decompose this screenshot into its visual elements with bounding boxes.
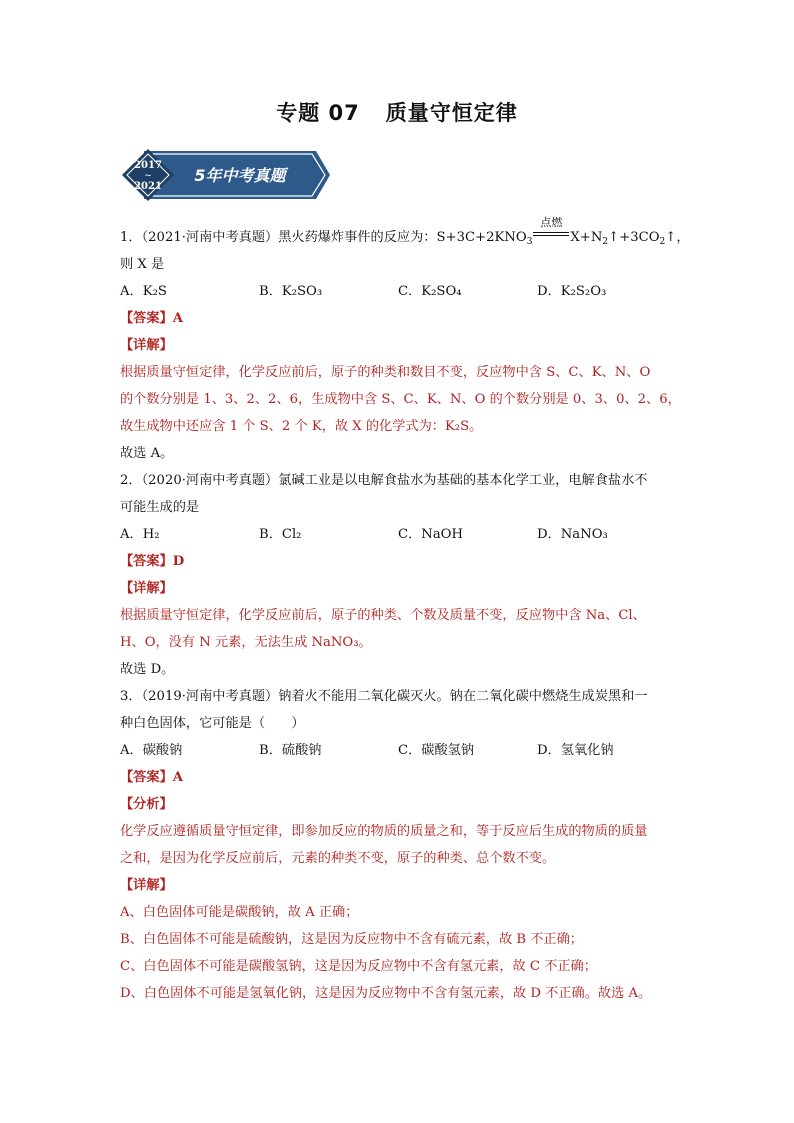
q2-detail-label: 【详解】 — [120, 581, 173, 596]
reaction-arrow — [532, 216, 570, 243]
q1-sub1: 3 — [526, 237, 533, 247]
q3-analysis-label: 【分析】 — [120, 797, 173, 812]
q2-option-a: A．H₂ — [120, 527, 160, 542]
q3-stem-line: 种白色固体，它可能是（ ） — [120, 716, 305, 731]
q2-stem-line: 可能生成的是 — [120, 500, 200, 515]
q1-stem-line1 — [120, 216, 690, 251]
title-main: 质量守恒定律 — [385, 101, 518, 125]
reaction-condition: 点燃 — [540, 216, 563, 229]
q1-options — [120, 278, 680, 305]
q2-detail-line: H、O，没有 N 元素，无法生成 NaNO₃。 — [120, 635, 372, 650]
q3-answer: 【答案】A — [120, 770, 183, 785]
q2-option-c: C．NaOH — [398, 527, 463, 542]
q1-sub3: 2 — [659, 237, 666, 247]
banner-year-top: 2017 — [134, 160, 162, 171]
q2-conclusion: 故选 D。 — [120, 662, 175, 677]
question-content — [120, 216, 690, 1007]
q3-detail-line: B、白色固体不可能是硫酸钠，这是因为反应物中不含有硫元素，故 B 不正确； — [120, 932, 583, 947]
q1-stem-post: ↑， — [665, 230, 690, 245]
q1-option-d: D．K₂S₂O₃ — [537, 284, 607, 299]
q1-detail-line: 根据质量守恒定律，化学反应前后，原子的种类和数目不变，反应物中含 S、C、K、N、O — [120, 365, 651, 380]
q1-detail-label: 【详解】 — [120, 338, 173, 353]
q2-stem-line: 2．（2020·河南中考真题）氯碱工业是以电解食盐水为基础的基本化学工业，电解食盐水不 — [120, 473, 648, 488]
q3-analysis-line: 之和，是因为化学反应前后，元素的种类不变，原子的种类、总个数不变。 — [120, 851, 556, 866]
q3-option-a: A．碳酸钠 — [120, 743, 183, 758]
q3-detail-line: D、白色固体不可能是氢氧化钠，这是因为反应物中不含有氢元素，故 D 不正确。故选 A。 — [120, 986, 652, 1001]
q2-option-d: D．NaNO₃ — [537, 527, 608, 542]
banner-year-bottom: 2021 — [134, 181, 162, 192]
q1-conclusion: 故选 A。 — [120, 446, 174, 461]
q1-option-c: C．K₂SO₄ — [398, 284, 462, 299]
q2-option-b: B．Cl₂ — [259, 527, 302, 542]
q3-detail-line: A、白色固体可能是碳酸钠，故 A 正确； — [120, 905, 359, 920]
q1-stem-line2: 则 X 是 — [120, 257, 165, 272]
q1-stem-mid2: ↑+3CO — [608, 230, 660, 245]
q3-option-c: C．碳酸氢钠 — [398, 743, 475, 758]
q3-detail-label: 【详解】 — [120, 878, 173, 893]
q3-option-d: D．氢氧化钠 — [537, 743, 614, 758]
q3-stem-line: 3．（2019·河南中考真题）钠着火不能用二氧化碳灭火。钠在二氧化碳中燃烧生成炭黑和一 — [120, 689, 648, 704]
page-title — [0, 97, 794, 127]
banner-year-tilde: ~ — [144, 171, 152, 181]
q1-option-a: A．K₂S — [120, 284, 167, 299]
q2-answer: 【答案】D — [120, 554, 185, 569]
q1-option-b: B．K₂SO₃ — [259, 284, 323, 299]
q3-analysis-line: 化学反应遵循质量守恒定律，即参加反应的物质的质量之和，等于反应后生成的物质的质量 — [120, 824, 648, 839]
q2-options — [120, 521, 680, 548]
q1-stem-pre: 1．（2021·河南中考真题）黑火药爆炸事件的反应为：S+3C+2KNO — [120, 230, 527, 245]
q3-detail-line: C、白色固体不可能是碳酸氢钠，这是因为反应物中不含有氢元素，故 C 不正确； — [120, 959, 597, 974]
title-prefix: 专题 07 — [276, 101, 360, 125]
q2-detail-line: 根据质量守恒定律，化学反应前后，原子的种类、个数及质量不变，反应物中含 Na、Cl、 — [120, 608, 646, 623]
five-year-banner — [122, 149, 332, 201]
q1-detail-line: 的个数分别是 1、3、2、2、6，生成物中含 S、C、K、N、O 的个数分别是 0、3、0、2、6， — [120, 392, 681, 407]
q1-stem-mid: X+N — [570, 230, 603, 245]
q3-option-b: B．硫酸钠 — [259, 743, 322, 758]
q3-options — [120, 737, 680, 764]
banner-label: 5年中考真题 — [194, 166, 286, 185]
q1-answer: 【答案】A — [120, 311, 183, 326]
q1-sub2: 2 — [602, 237, 609, 247]
q1-detail-line: 故生成物中还应含 1 个 S、2 个 K，故 X 的化学式为：K₂S。 — [120, 419, 483, 434]
